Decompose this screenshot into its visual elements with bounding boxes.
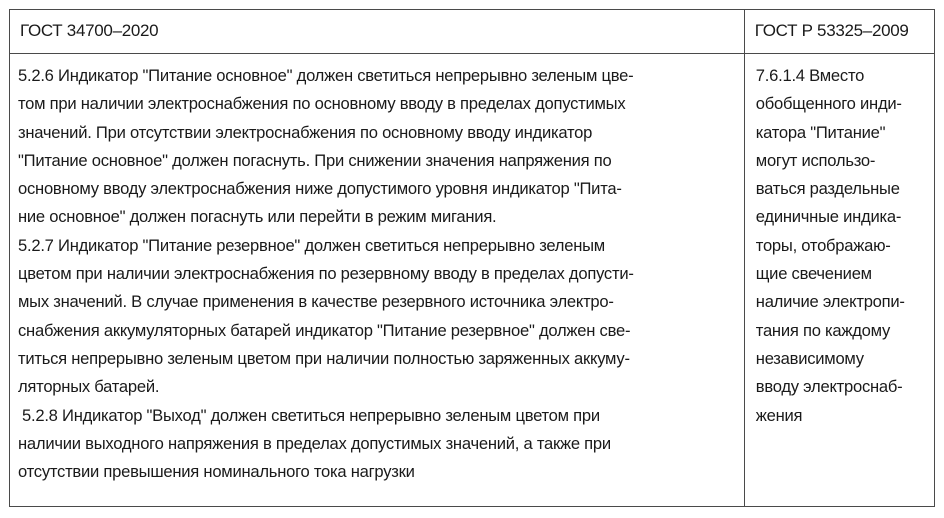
text-line: цветом при наличии электроснабжения по резервному вводу в пределах допусти- — [18, 264, 634, 284]
text-line: значений. При отсутствии электроснабжения по основному вводу индикатор — [18, 122, 593, 142]
text-line: "Питание основное" должен погаснуть. При снижении значения напряжения по — [18, 150, 612, 170]
text-line: единичные индика- — [755, 207, 902, 227]
text-line: мых значений. В случае применения в качестве резервного источника электро- — [18, 292, 614, 312]
body-cell-left — [10, 54, 745, 507]
text-line: 7.6.1.4 Вместо — [755, 66, 865, 85]
table-header-row — [10, 10, 935, 54]
text-line: ляторных батарей. — [18, 377, 160, 397]
text-line: титься непрерывно зеленым цветом при наличии полностью заряженных аккуму- — [18, 348, 630, 368]
text-line: наличии выходного напряжения в пределах допустимых значений, а также при — [18, 433, 611, 453]
text-line: 5.2.8 Индикатор "Выход" должен светиться непрерывно зеленым цветом при — [22, 405, 600, 425]
header-cell-left — [10, 10, 745, 54]
text-line: вводу электроснаб- — [755, 377, 903, 397]
text-line: торы, отображаю- — [755, 235, 891, 255]
text-line: независимому — [755, 348, 864, 368]
text-line: жения — [755, 405, 803, 425]
left-column-text — [10, 54, 744, 486]
body-cell-right — [744, 54, 934, 507]
text-line: ние основное" должен погаснуть или перейти в режим мигания. — [18, 207, 497, 227]
text-line: том при наличии электроснабжения по основному вводу в пределах допустимых — [18, 94, 626, 114]
text-line: наличие электропи- — [755, 292, 905, 312]
text-line: катора "Питание" — [755, 122, 886, 142]
text-line: тания по каждому — [755, 320, 891, 340]
text-line: основному вводу электроснабжения ниже допустимого уровня индикатор "Пита- — [18, 179, 622, 199]
text-line: могут использо- — [755, 150, 876, 170]
text-line: снабжения аккумуляторных батарей индикатор "Питание резервное" должен све- — [18, 320, 631, 340]
header-cell-right — [744, 10, 934, 54]
text-line: обобщенного инди- — [755, 94, 902, 114]
text-line: 5.2.7 Индикатор "Питание резервное" должен светиться непрерывно зеленым — [18, 235, 605, 255]
header-left-label: ГОСТ 34700–2020 — [20, 21, 159, 40]
comparison-table — [9, 9, 935, 507]
table-body-row — [10, 54, 935, 507]
text-line: ваться раздельные — [755, 179, 900, 199]
text-line: 5.2.6 Индикатор "Питание основное" должен светиться непрерывно зеленым цве- — [18, 66, 634, 85]
text-line: отсутствии превышения номинального тока нагрузки — [18, 462, 415, 482]
text-line: щие свечением — [755, 264, 872, 284]
right-column-text — [745, 54, 934, 430]
header-right-label: ГОСТ Р 53325–2009 — [754, 21, 909, 40]
